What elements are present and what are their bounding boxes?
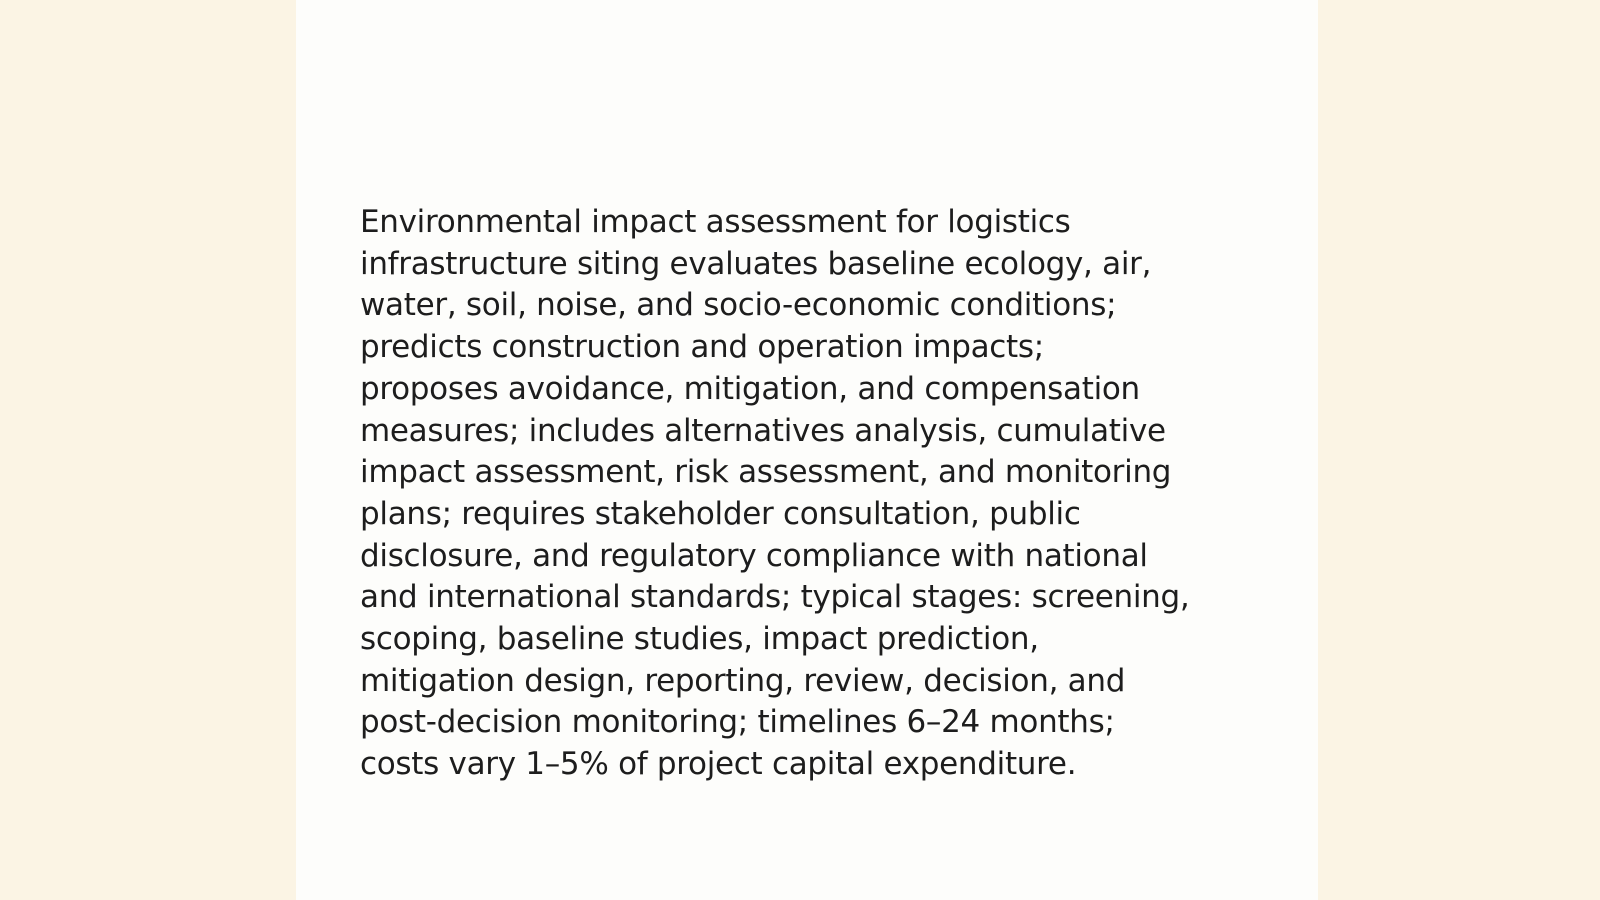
document-page: [296, 0, 1318, 900]
paragraph-line: post-decision monitoring; timelines 6–24 months;: [360, 704, 1115, 741]
paragraph-line: Environmental impact assessment for logistics: [360, 204, 1071, 240]
paragraph-line: proposes avoidance, mitigation, and compensation: [360, 370, 1140, 407]
paragraph-line: mitigation design, reporting, review, decision, and: [360, 662, 1126, 699]
paragraph-line: predicts construction and operation impacts;: [360, 329, 1044, 366]
paragraph-line: scoping, baseline studies, impact prediction,: [360, 621, 1039, 658]
paragraph-line: disclosure, and regulatory compliance with national: [360, 537, 1148, 574]
paragraph-line: water, soil, noise, and socio-economic conditions;: [360, 287, 1117, 324]
body-paragraph: [360, 202, 1260, 786]
paragraph-line: impact assessment, risk assessment, and monitoring: [360, 454, 1172, 491]
paragraph-line: plans; requires stakeholder consultation, public: [360, 495, 1081, 532]
paragraph-line: infrastructure siting evaluates baseline ecology, air,: [360, 245, 1152, 282]
paragraph-line: costs vary 1–5% of project capital expenditure.: [360, 746, 1077, 783]
paragraph-line: measures; includes alternatives analysis, cumulative: [360, 412, 1166, 449]
paragraph-line: and international standards; typical stages: screening,: [360, 579, 1190, 616]
